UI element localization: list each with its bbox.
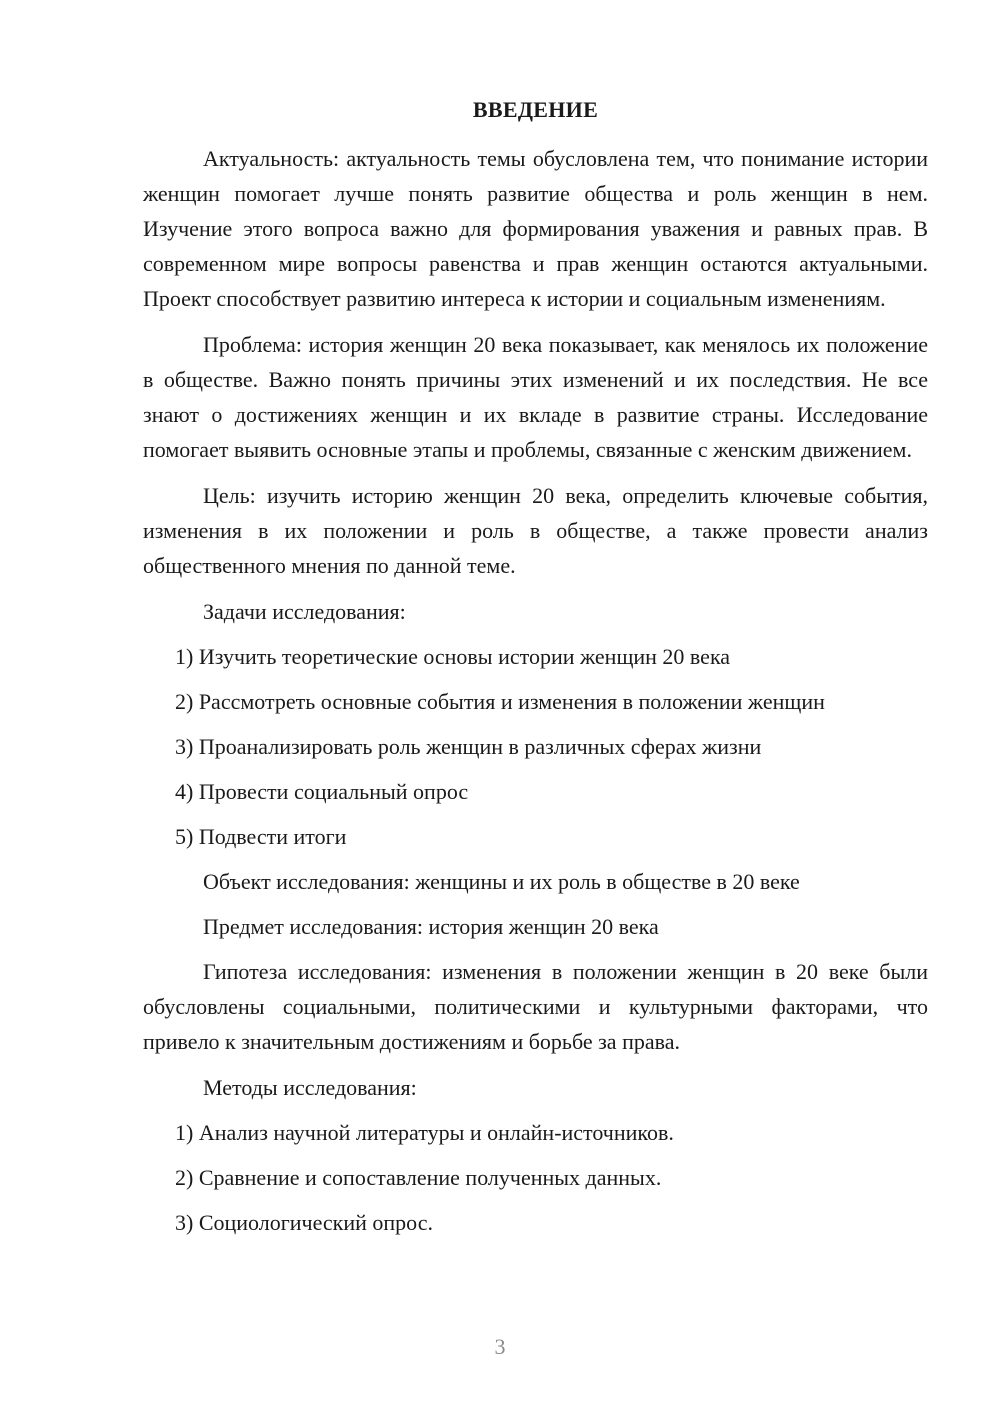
goal-paragraph: Цель: изучить историю женщин 20 века, определить ключевые события, изменения в их положении и роль в обществе, а также провести анализ общественного мнения по данной теме. [143,483,928,578]
list-item: 3) Проанализировать роль женщин в различных сферах жизни [175,734,762,759]
tasks-title: Задачи исследования: [203,599,406,624]
list-item: 4) Провести социальный опрос [175,779,469,804]
list-item: 2) Рассмотреть основные события и изменения в положении женщин [175,689,825,714]
problem-paragraph: Проблема: история женщин 20 века показывает, как менялось их положение в обществе. Важно понять причины этих изменений и их последствия. Не все знают о достижениях женщин и их вкладе в развитие страны. Исследование помогает выявить основные этапы и проблемы, связанные с женским движением. [143,332,928,462]
research-object: Объект исследования: женщины и их роль в обществе в 20 веке [203,869,800,894]
page-number: 3 [494,1334,506,1359]
list-item: 3) Социологический опрос. [175,1210,433,1235]
list-item: 1) Анализ научной литературы и онлайн-источников. [175,1120,674,1145]
relevance-paragraph: Актуальность: актуальность темы обусловлена тем, что понимание истории женщин помогает лучше понять развитие общества и роль женщин в нем. Изучение этого вопроса важно для формирования уважения и равных прав. В современном мире вопросы равенства и прав женщин остаются актуальными. Проект способствует развитию интереса к истории и социальным изменениям. [143,146,928,311]
methods-title: Методы исследования: [203,1075,417,1100]
tasks-list [143,639,928,854]
section-heading: ВВЕДЕНИЕ [472,97,599,122]
list-item: 5) Подвести итоги [175,824,347,849]
page-content [143,95,928,1250]
research-subject: Предмет исследования: история женщин 20 века [203,914,659,939]
hypothesis-paragraph: Гипотеза исследования: изменения в положении женщин в 20 веке были обусловлены социальными, политическими и культурными факторами, что привело к значительным достижениям и борьбе за права. [143,959,928,1054]
list-item: 1) Изучить теоретические основы истории женщин 20 века [175,644,731,669]
methods-list [143,1115,928,1240]
list-item: 2) Сравнение и сопоставление полученных данных. [175,1165,662,1190]
